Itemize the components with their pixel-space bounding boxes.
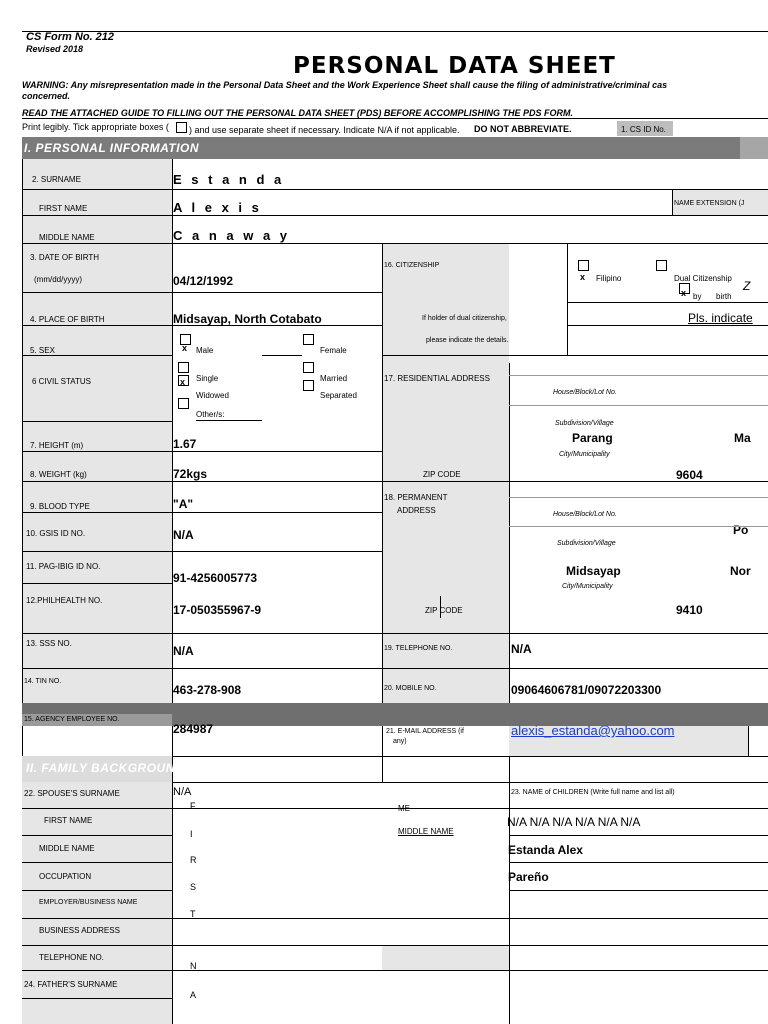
first-name-value[interactable]: A l e x i s — [173, 200, 262, 215]
row-line — [509, 862, 768, 863]
birth-label: birth — [716, 292, 732, 301]
name-ext-divider — [672, 189, 673, 215]
spouse-middle-name-label: MIDDLE NAME — [39, 844, 95, 853]
telephone-label: 19. TELEPHONE NO. — [384, 645, 453, 652]
sss-value[interactable]: N/A — [173, 644, 194, 658]
warning-line-1: WARNING: Any misrepresentation made in the Personal Data Sheet and the Work Experience Sheet shall cause the filing of administrative/criminal cas — [22, 80, 668, 90]
vertical-letter-2: I — [190, 829, 193, 839]
mobile-label: 20. MOBILE NO. — [384, 685, 437, 692]
agency-employee-label: 15. AGENCY EMPLOYEE NO. — [24, 716, 120, 723]
row-line — [22, 215, 768, 216]
row-line — [22, 633, 768, 634]
sex-label: 5. SEX — [30, 346, 55, 355]
children-value-3[interactable]: Pareño — [508, 870, 549, 884]
perm-zip-value[interactable]: 9410 — [676, 603, 703, 617]
zip-tick — [440, 596, 441, 618]
row-line — [22, 512, 382, 513]
telephone-value[interactable]: N/A — [511, 642, 532, 656]
family-mid-grey-cell — [382, 945, 509, 970]
row-line — [509, 497, 768, 498]
single-option-label: Single — [196, 374, 219, 383]
by-label: by — [693, 292, 702, 301]
middle-name-mid-label: MIDDLE NAME — [398, 827, 454, 836]
row-line — [22, 583, 172, 584]
perm-city-caption: City/Municipality — [562, 583, 613, 590]
row-line — [567, 302, 768, 303]
male-check-mark: x — [182, 343, 188, 353]
top-rule — [22, 31, 768, 32]
row-line — [509, 375, 768, 376]
children-label: 23. NAME of CHILDREN (Write full name and list all) — [511, 789, 675, 796]
sss-label: 13. SSS NO. — [26, 639, 72, 648]
res-province-value[interactable]: Ma — [734, 431, 751, 445]
employer-label: EMPLOYER/BUSINESS NAME — [39, 899, 138, 906]
female-option-label: Female — [320, 346, 347, 355]
gsis-label: 10. GSIS ID NO. — [26, 529, 86, 538]
separated-option-label: Separated — [320, 391, 357, 400]
print-legibly-text: Print legibly. Tick appropriate boxes ( — [22, 122, 169, 132]
widowed-option-label: Widowed — [196, 391, 229, 400]
philhealth-label: 12.PHILHEALTH NO. — [26, 596, 103, 605]
single-check-mark: x — [180, 377, 186, 387]
dob-format-label: (mm/dd/yyyy) — [34, 275, 82, 284]
vertical-letter-6: N — [190, 961, 197, 971]
dual-citizenship-checkbox[interactable] — [656, 260, 667, 271]
row-line — [262, 355, 302, 356]
perm-subdiv-caption: Subdivision/Village — [557, 540, 616, 547]
row-line — [22, 421, 172, 422]
row-line — [196, 420, 262, 421]
pagibig-value[interactable]: 91-4256005773 — [173, 571, 258, 585]
row-line — [22, 970, 768, 971]
cs-id-label: 1. CS ID No. — [621, 125, 666, 134]
row-line — [22, 862, 172, 863]
res-zip-label: ZIP CODE — [423, 470, 461, 479]
spouse-surname-value[interactable]: N/A — [173, 786, 192, 798]
row-line — [567, 325, 768, 326]
single-checkbox[interactable] — [178, 362, 189, 373]
print-legibly-text-2: ) and use separate sheet if necessary. Indicate N/A if not applicable. — [189, 125, 460, 135]
email-label-1: 21. E-MAIL ADDRESS (if — [386, 728, 464, 735]
res-city-value[interactable]: Parang — [572, 431, 613, 445]
row-line — [22, 355, 172, 356]
row-line — [22, 945, 768, 946]
res-city-caption: City/Municipality — [559, 451, 610, 458]
perm-city-value[interactable]: Midsayap — [566, 564, 621, 578]
warning-line-2: concerned. — [22, 91, 71, 101]
res-zip-value[interactable]: 9604 — [676, 468, 703, 482]
tin-value[interactable]: 463-278-908 — [173, 683, 242, 697]
me-label: ME — [398, 804, 410, 813]
dob-value[interactable]: 04/12/1992 — [173, 274, 234, 288]
blood-type-value[interactable]: "A" — [173, 497, 194, 511]
height-label: 7. HEIGHT (m) — [30, 441, 84, 450]
vertical-letter-4: S — [190, 882, 197, 892]
filipino-checkbox[interactable] — [578, 260, 589, 271]
row-line — [22, 551, 382, 552]
row-line — [22, 451, 382, 452]
guide-instruction: READ THE ATTACHED GUIDE TO FILLING OUT THE PERSONAL DATA SHEET (PDS) BEFORE ACCOMPLISHING THE PDS FORM. — [22, 108, 574, 118]
band-edge — [740, 137, 768, 159]
vertical-letter-1: F — [190, 801, 196, 811]
pagibig-label: 11. PAG-IBIG ID NO. — [26, 562, 101, 571]
frame-mid-divider — [382, 243, 383, 783]
spouse-first-name-label: FIRST NAME — [44, 816, 93, 825]
email-value[interactable]: alexis_estanda@yahoo.com — [511, 723, 675, 738]
vertical-letter-3: R — [190, 855, 197, 865]
res-subdiv-caption: Subdivision/Village — [555, 420, 614, 427]
row-line — [22, 243, 768, 244]
row-line — [22, 890, 172, 891]
permanent-address-label-2: ADDRESS — [397, 506, 436, 515]
philhealth-value[interactable]: 17-050355967-9 — [173, 603, 262, 617]
row-line — [22, 325, 382, 326]
children-value-2[interactable]: Estanda Alex — [508, 843, 583, 857]
dual-citizenship-label: Dual Citizenship — [674, 274, 732, 283]
dob-label: 3. DATE OF BIRTH — [30, 253, 100, 262]
row-line — [22, 998, 172, 999]
civil-status-label: 6 CIVIL STATUS — [32, 377, 91, 386]
vertical-letter-7: A — [190, 990, 197, 1000]
filipino-check-mark: x — [580, 272, 586, 282]
row-line — [22, 835, 172, 836]
surname-value[interactable]: E s t a n d a — [173, 172, 285, 187]
citizenship-label: 16. CITIZENSHIP — [384, 262, 440, 269]
email-label-2: any) — [393, 738, 407, 745]
agency-employee-value[interactable]: 284987 — [173, 722, 214, 736]
gsis-value[interactable]: N/A — [173, 528, 194, 542]
pls-indicate-text: Pls. indicate — [688, 311, 753, 325]
row-line — [382, 355, 768, 356]
middle-name-value[interactable]: C a n a w a y — [173, 228, 291, 243]
row-line — [509, 835, 768, 836]
perm-province-value[interactable]: Nor — [730, 564, 751, 578]
row-line — [22, 918, 768, 919]
children-value-1[interactable]: N/A N/A N/A N/A N/A N/A — [507, 815, 641, 829]
mobile-value[interactable]: 09064606781/09072203300 — [511, 683, 662, 697]
row-line — [509, 890, 768, 891]
form-number: CS Form No. 212 — [26, 31, 115, 43]
perm-house-caption: House/Block/Lot No. — [553, 511, 617, 518]
tick-sample-box — [176, 122, 187, 133]
pob-label: 4. PLACE OF BIRTH — [30, 315, 105, 324]
frame-label-divider — [172, 159, 173, 1024]
dual-note-2: please indicate the details. — [426, 337, 509, 344]
section-family-title: II. FAMILY BACKGROUND — [26, 761, 185, 775]
pob-value[interactable]: Midsayap, North Cotabato — [173, 312, 322, 326]
male-option-label: Male — [196, 346, 214, 355]
row-line — [22, 481, 768, 482]
first-name-label: FIRST NAME — [39, 204, 88, 213]
row-line — [22, 292, 382, 293]
header-rule — [22, 118, 768, 119]
weight-label: 8. WEIGHT (kg) — [30, 470, 87, 479]
page-title: PERSONAL DATA SHEET — [293, 53, 616, 79]
do-not-abbreviate: DO NOT ABBREVIATE. — [474, 124, 572, 134]
married-checkbox[interactable] — [303, 380, 314, 391]
cut-off-char: Z — [743, 279, 751, 293]
middle-name-label: MIDDLE NAME — [39, 233, 95, 242]
weight-value[interactable]: 72kgs — [173, 467, 208, 481]
vertical-letter-5: T — [190, 909, 196, 919]
row-line — [172, 756, 768, 757]
res-house-caption: House/Block/Lot No. — [553, 389, 617, 396]
widowed-checkbox[interactable] — [178, 398, 189, 409]
others-option-label: Other/s: — [196, 410, 225, 419]
height-value[interactable]: 1.67 — [173, 437, 197, 451]
spouse-surname-label: 22. SPOUSE'S SURNAME — [24, 789, 120, 798]
dual-note-1: If holder of dual citizenship, — [422, 315, 507, 322]
name-extension-label: NAME EXTENSION (J — [674, 200, 745, 207]
perm-street-value[interactable]: Po — [733, 523, 749, 537]
blood-type-label: 9. BLOOD TYPE — [30, 502, 90, 511]
frame-mid2-divider — [509, 363, 510, 1024]
row-line — [509, 405, 768, 406]
row-line — [22, 189, 768, 190]
perm-zip-label: ZIP CODE — [425, 606, 463, 615]
row-line — [22, 808, 768, 809]
citizenship-divider — [567, 243, 568, 355]
married-option-label: Married — [320, 374, 348, 383]
residential-address-label: 17. RESIDENTIAL ADDRESS — [384, 374, 490, 383]
father-surname-label: 24. FATHER'S SURNAME — [24, 980, 118, 989]
occupation-label: OCCUPATION — [39, 872, 92, 881]
filipino-option-label: Filipino — [596, 274, 622, 283]
permanent-address-label-1: 18. PERMANENT — [384, 493, 448, 502]
business-address-label: BUSINESS ADDRESS — [39, 926, 120, 935]
row-line — [22, 668, 768, 669]
female-checkbox[interactable] — [303, 334, 314, 345]
by-birth-check-mark: x — [681, 288, 687, 298]
surname-label: 2. SURNAME — [32, 175, 81, 184]
married-checkbox-1[interactable] — [303, 362, 314, 373]
row-line — [509, 526, 768, 527]
section-personal-title: I. PERSONAL INFORMATION — [24, 141, 200, 155]
form-revised: Revised 2018 — [26, 44, 84, 54]
tin-label: 14. TIN NO. — [24, 678, 62, 685]
email-right-border — [748, 726, 749, 756]
telephone-no-label: TELEPHONE NO. — [39, 953, 104, 962]
